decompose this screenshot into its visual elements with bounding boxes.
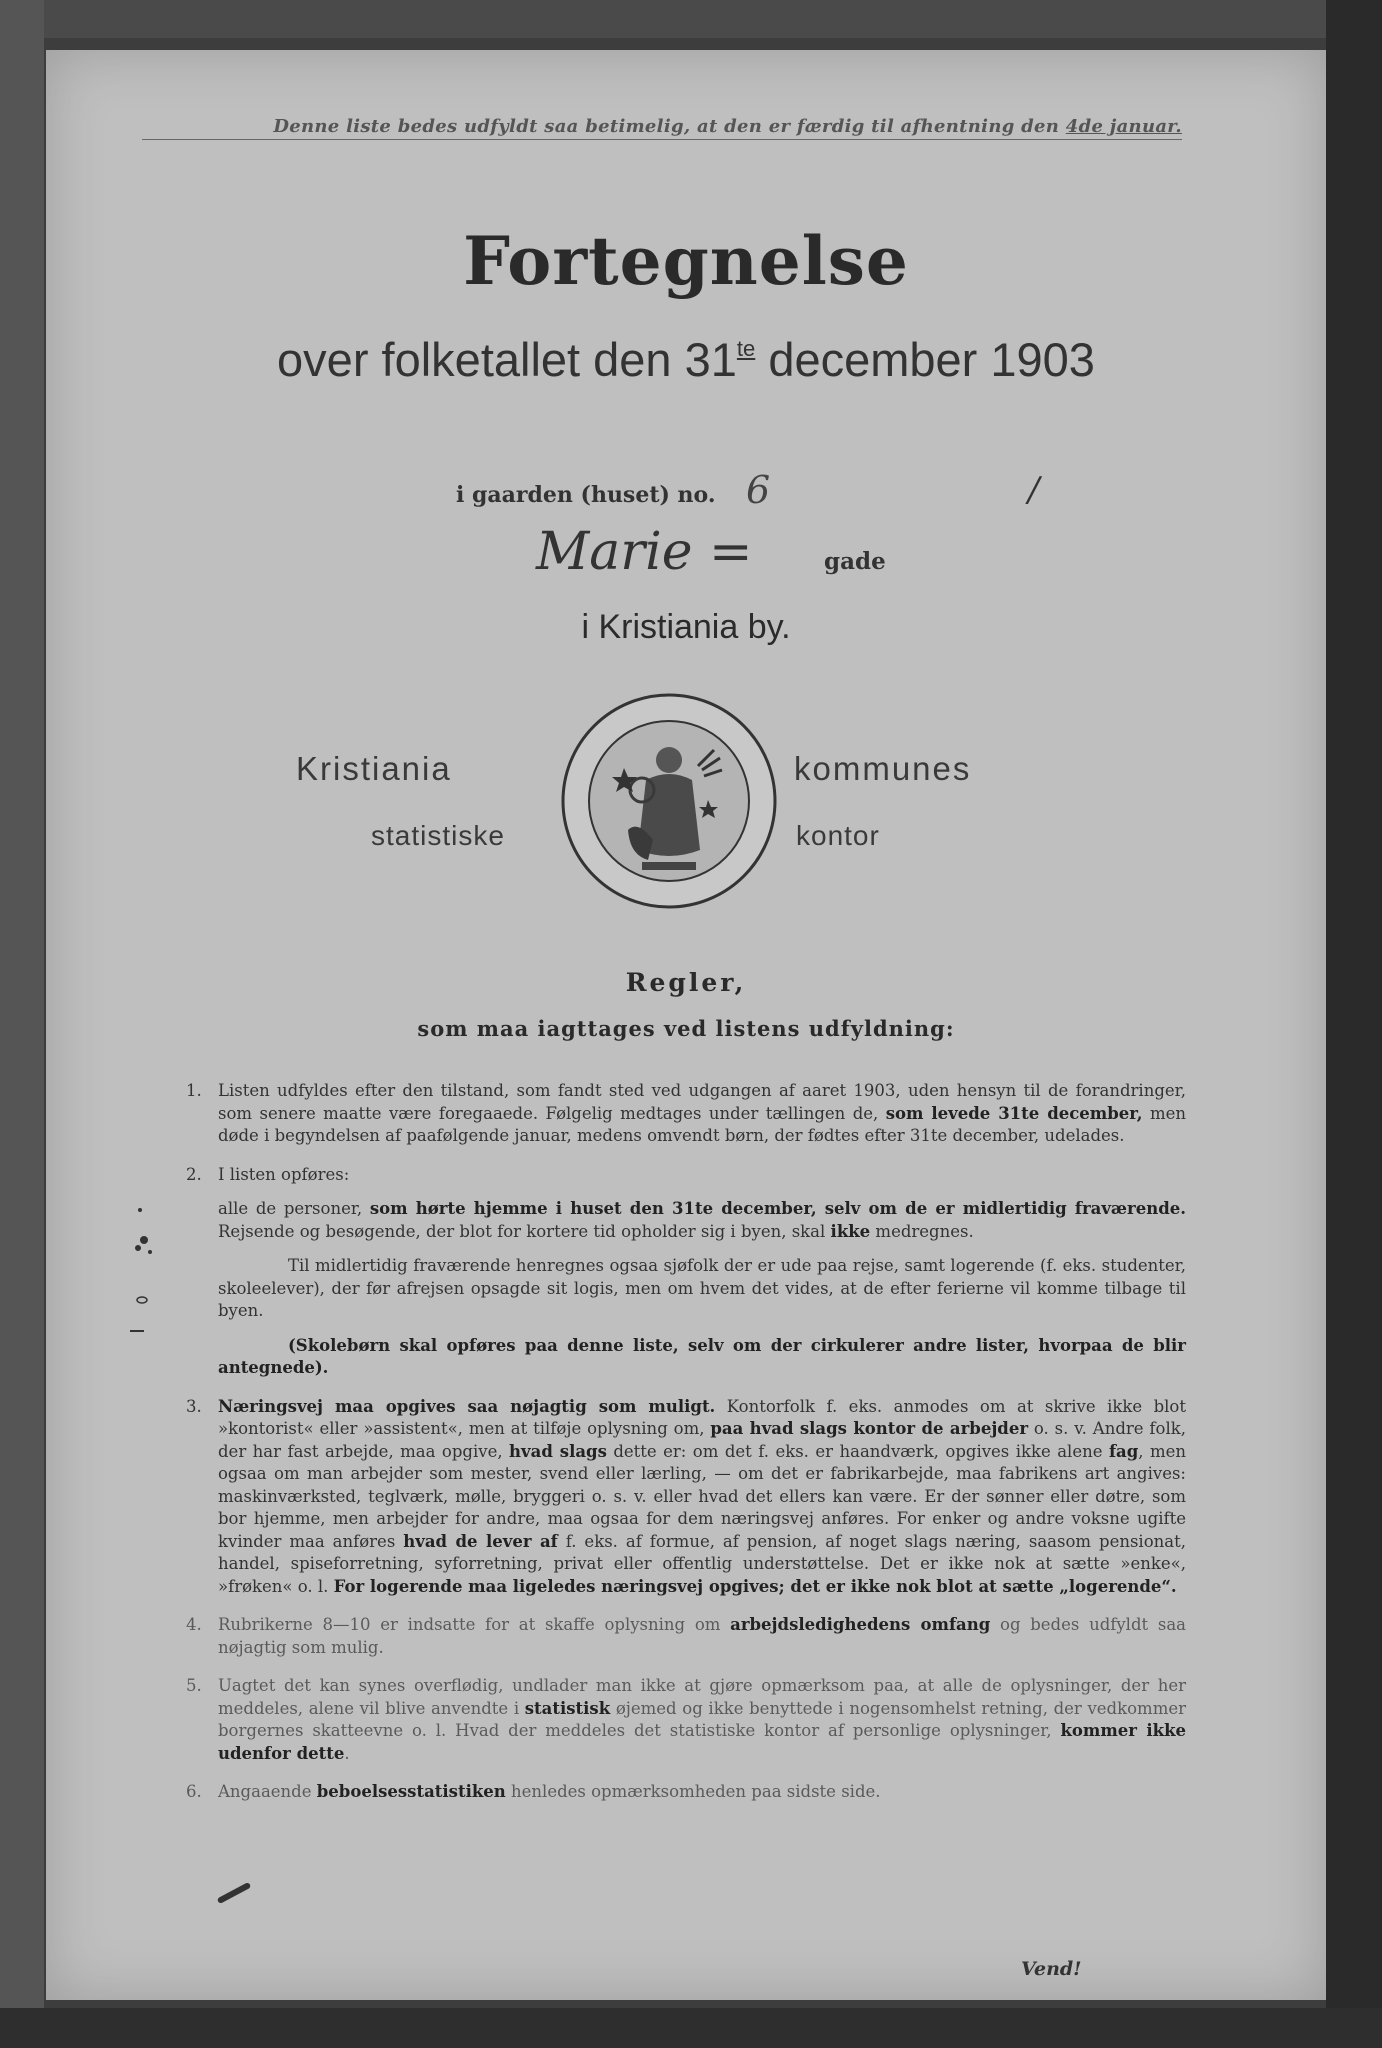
pen-mark	[217, 1882, 252, 1904]
rules-list	[186, 1080, 1186, 1820]
rule-2: 2. I listen opføres: alle de personer, som hørte hjemme i huset den 31te december, selv om de er midlertidig fraværende. Rejsende og besøgende, der blot for kortere tid opholder sig i byen, skal ikke medregnes. Til midlertidig fraværende henregnes ogsaa sjøfolk der er ude paa rejse, samt logerende (f. eks. studenter, skoleelever), der før afrejsen opsagde sit logis, men om hvem det vides, at de efter ferierne vil komme tilbage til byen. (Skolebørn skal opføres paa denne liste, selv om der cirkulerer andre lister, hvorpaa de blir antegnede).	[186, 1164, 1186, 1377]
rule-number: 1.	[186, 1081, 202, 1100]
ordinal-suffix: te	[736, 336, 756, 361]
street-suffix: gade	[824, 548, 886, 575]
office-name-statistiske: statistiske	[371, 820, 505, 851]
rule-number: 4.	[186, 1615, 202, 1634]
document-subtitle: over folketallet den $31^{te}$ december 1903	[277, 333, 1095, 386]
city-line: i Kristiania by.	[581, 608, 791, 646]
rules-heading: Regler,	[625, 968, 747, 997]
document-sheet	[46, 50, 1326, 2000]
street-name-handwritten: Marie =	[536, 522, 753, 582]
office-name-kristiania: Kristiania	[296, 750, 452, 787]
rule-number: 3.	[186, 1396, 202, 1416]
document-title: Fortegnelse	[463, 222, 909, 300]
rule-number: 2.	[186, 1164, 202, 1184]
rule-number: 6.	[186, 1782, 202, 1801]
rule-4: 4. Rubrikerne 8—10 er indsatte for at skaffe oplysning om arbejdsledighedens omfang og bedes udfyldt saa nøjagtig som mulig.	[186, 1615, 1187, 1657]
film-frame-bottom	[0, 2008, 1382, 2048]
house-number-label: i gaarden (huset) no.	[456, 482, 716, 508]
rule-1: 1. Listen udfyldes efter den tilstand, som fandt sted ved udgangen af aaret 1903, uden hensyn til de forandringer, som senere maatte være foregaaede. Følgelig medtages under tællingen de, som levede 31te december, men døde i begyndelsen af paafølgende januar, medens omvendt børn, der fødtes efter 31te december, udelades.	[186, 1081, 1186, 1145]
rule-3: 3. Næringsvej maa opgives saa nøjagtig som muligt. Kontorfolk f. eks. anmodes om at skrive ikke blot »kontorist« eller »assistent«, men at tilføje oplysning om, paa hvad slags kontor de arbejder o. s. v. Andre folk, der har fast arbejde, maa opgive, hvad slags dette er: om det f. eks. er haandværk, opgives ikke alene fag, men ogsaa om man arbejder som mester, svend eller lærling, — om det er fabrikarbejde, maa fabrikens art angives: maskinværksted, teglværk, mølle, bryggeri o. s. v. eller hvad det ellers kan være. Er der sønner eller døtre, som bor hjemme, men arbejder for andre, maa ogsaa for dem næringsvej anføres. For enker og andre voksne ugifte kvinder maa anføres hvad de lever af f. eks. af formue, af pension, af noget slags næring, saasom pensionat, handel, spiseforretning, syforretning, privat eller offentlig understøttelse. Det er ikke nok at sætte »enke«, »frøken« o. l. For logerende maa ligeledes næringsvej opgives; det er ikke nok blot at sætte „logerende“.	[186, 1396, 1186, 1596]
rule-6: 6. Angaaende beboelsesstatistiken henledes opmærksomheden paa sidste side.	[186, 1781, 1186, 1804]
rules-subheading: som maa iagttages ved listens udfyldning:	[417, 1016, 955, 1041]
film-frame-top	[0, 0, 1382, 38]
office-name-kontor: kontor	[796, 820, 880, 851]
ink-specks	[120, 1200, 160, 1340]
check-mark: /	[1028, 470, 1040, 510]
house-number-handwritten: 6	[746, 468, 771, 512]
turn-over-note: Vend!	[1021, 1958, 1082, 1980]
city-seal-icon	[558, 690, 780, 912]
office-name-kommunes: kommunes	[794, 750, 972, 787]
film-frame-right	[1326, 0, 1382, 2048]
film-frame-left	[0, 0, 44, 2048]
rule-number: 5.	[186, 1676, 202, 1695]
pickup-notice: Denne liste bedes udfyldt saa betimelig, at den er færdig til afhentning den 4de januar.	[142, 116, 1182, 140]
pickup-date: 4de januar.	[1065, 116, 1182, 137]
rule-5: 5. Uagtet det kan synes overflødig, undlader man ikke at gjøre opmærksom paa, at alle de oplysninger, der her meddeles, alene vil blive anvendte i statistisk øjemed og ikke benyttede i nogensomhelst retning, der vedkommer borgernes skatteevne o. l. Hvad der meddeles det statistiske kontor af personlige oplysninger, kommer ikke udenfor dette.	[186, 1676, 1187, 1763]
